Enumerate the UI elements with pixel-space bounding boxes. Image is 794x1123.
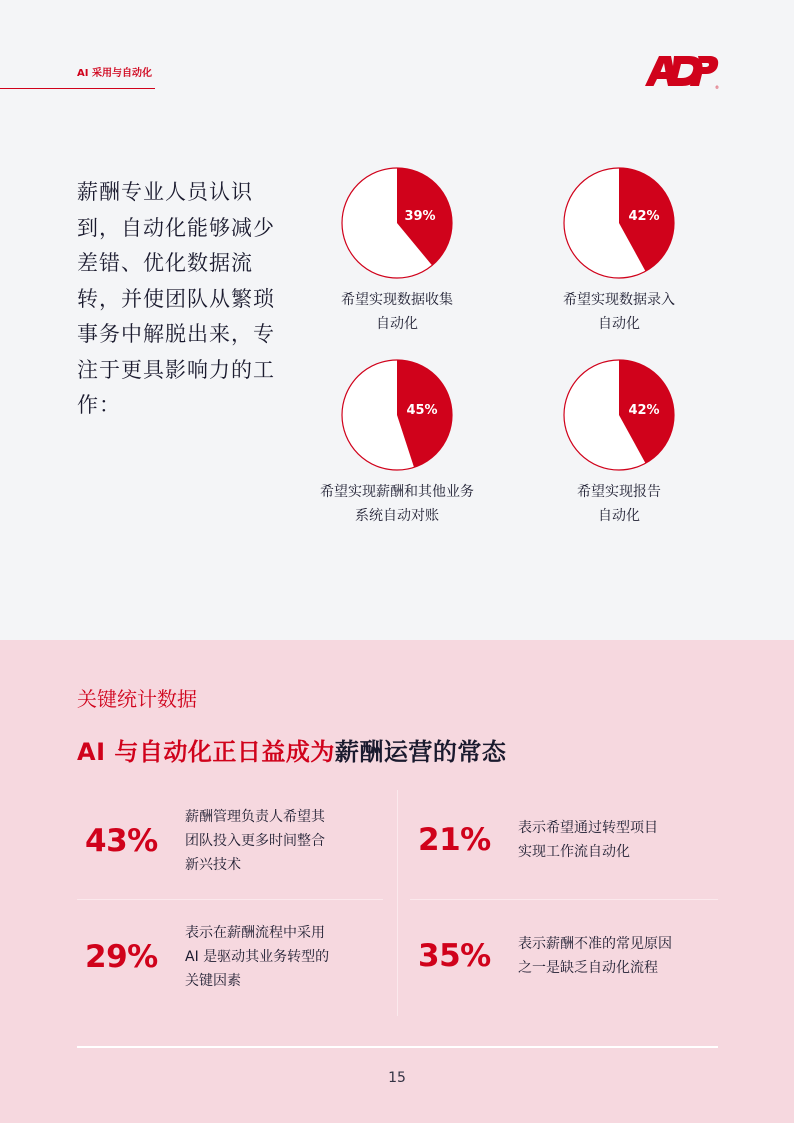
pie-caption-line1: 希望实现数据收集 [341,292,453,308]
pie-chart-reporting [519,358,719,528]
stat-line: 表示薪酬不准的常见原因 [518,936,672,952]
stat-line: 团队投入更多时间整合 [185,833,325,849]
pie-chart-reconciliation [297,358,497,528]
stat-item [85,805,325,877]
stats-heading-dark: 薪酬运营的常态 [334,738,507,766]
stat-value: 43% [85,823,158,859]
pie-label: 45% [406,403,438,418]
pie-svg [562,166,676,280]
adp-logo-icon [641,52,721,90]
pie-caption-line2: 自动化 [598,316,640,332]
stat-description [518,932,672,980]
svg-text:®: ® [715,85,719,90]
pie-svg [562,358,676,472]
pie-label: 42% [628,403,660,418]
pie-svg [340,166,454,280]
stat-line: 表示希望通过转型项目 [518,820,658,836]
stat-description [518,816,658,864]
pie-label: 39% [404,209,436,224]
pie-caption-line1: 希望实现数据录入 [563,292,675,308]
pie-label: 42% [628,209,660,224]
header-rule [0,88,155,89]
stat-value: 35% [418,938,491,974]
stats-heading-red: AI 与自动化正日益成为 [77,738,335,766]
pie-svg [340,358,454,472]
stat-line: 薪酬管理负责人希望其 [185,809,325,825]
page-number: 15 [388,1070,406,1086]
pie-chart-data-collection [297,166,497,336]
stat-item [418,932,672,980]
key-stats-section [0,640,794,1123]
stat-item [85,921,329,993]
section-tag: AI 采用与自动化 [77,68,152,79]
stat-description [185,921,329,993]
row-divider-right [410,899,718,900]
pie-caption-line1: 希望实现报告 [577,484,661,500]
stat-line: 实现工作流自动化 [518,844,630,860]
stat-description [185,805,325,877]
stat-value: 21% [418,822,491,858]
stat-value: 29% [85,939,158,975]
stats-heading [77,732,506,767]
pie-caption-line1: 希望实现薪酬和其他业务 [320,484,474,500]
stat-item [418,816,658,864]
row-divider-left [77,899,383,900]
intro-text: 薪酬专业人员认识到，自动化能够减少差错、优化数据流转，并使团队从繁琐事务中解脱出来，专注于更具影响力的工作： [77,180,275,417]
stat-line: 表示在薪酬流程中采用 [185,925,325,941]
stat-line: AI 是驱动其业务转型的 [185,949,330,965]
pie-chart-data-entry [519,166,719,336]
footer-rule [77,1046,718,1048]
pie-caption-line2: 系统自动对账 [355,508,439,524]
pie-caption-line2: 自动化 [598,508,640,524]
stats-kicker: 关键统计数据 [77,687,197,711]
stat-line: 关键因素 [185,973,241,989]
pie-caption-line2: 自动化 [376,316,418,332]
stat-line: 新兴技术 [185,857,241,873]
stat-line: 之一是缺乏自动化流程 [518,960,658,976]
column-divider [397,790,398,1016]
